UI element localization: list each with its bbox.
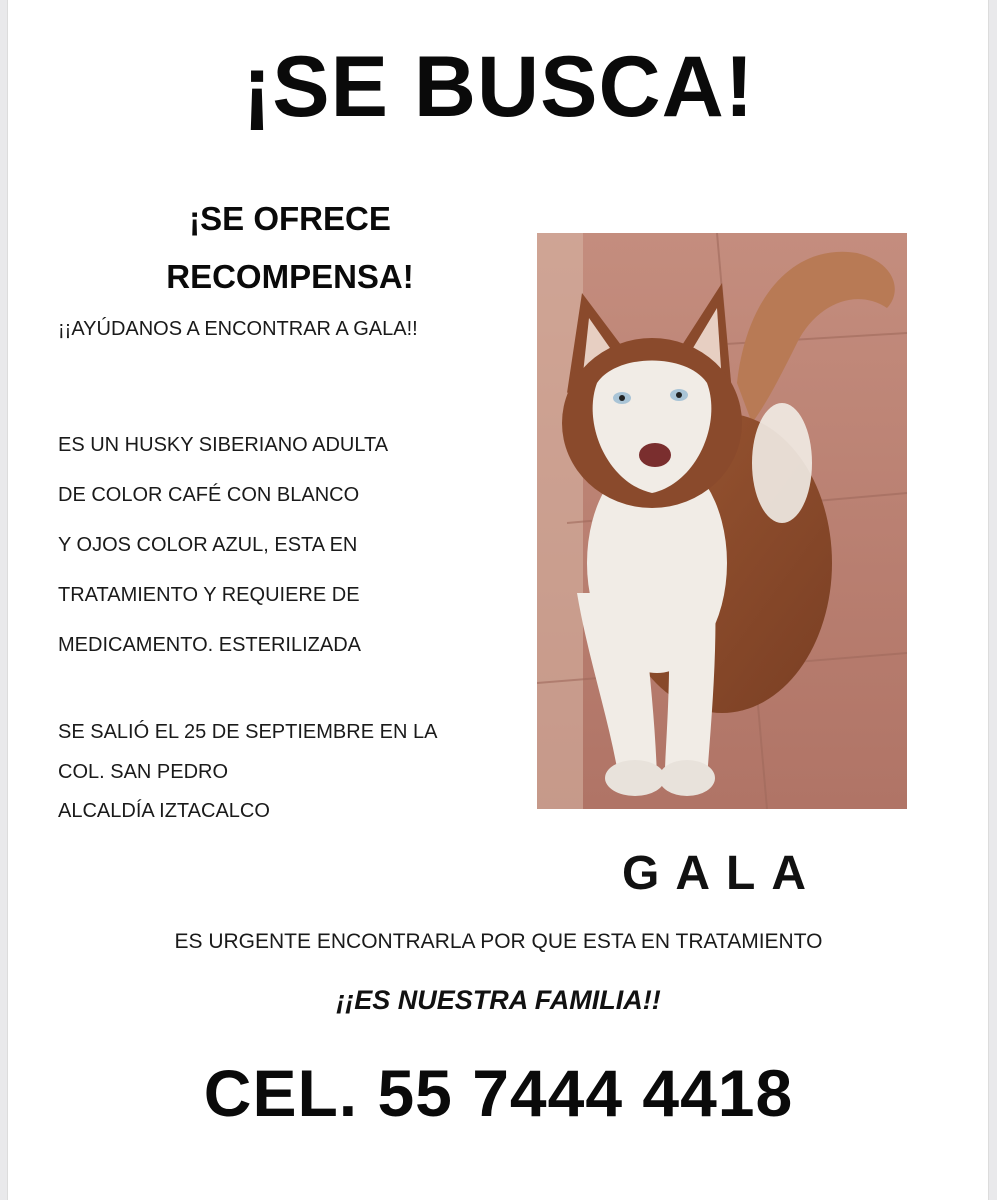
reward-heading xyxy=(120,190,460,306)
dog-name: GALA xyxy=(622,847,822,900)
lost-info xyxy=(58,712,437,792)
reward-line-1: ¡SE OFRECE xyxy=(189,200,391,237)
family-text: ¡¡ES NUESTRA FAMILIA!! xyxy=(336,985,661,1015)
dog-nose xyxy=(639,443,671,467)
description-line: Y OJOS COLOR AZUL, ESTA EN xyxy=(58,534,358,556)
urgent-text: ES URGENTE ENCONTRARLA POR QUE ESTA EN TRATAMIENTO xyxy=(174,930,823,953)
description-line: ES UN HUSKY SIBERIANO ADULTA xyxy=(58,434,389,456)
description-line: TRATAMIENTO Y REQUIERE DE xyxy=(58,584,360,606)
description-line: MEDICAMENTO. ESTERILIZADA xyxy=(58,634,362,656)
reward-line-2: RECOMPENSA! xyxy=(166,258,414,295)
dog-description xyxy=(58,420,388,670)
lost-neighborhood-line: COL. SAN PEDRO xyxy=(58,761,229,783)
phone-number: CEL. 55 7444 4418 xyxy=(203,1056,794,1130)
lost-borough-line: ALCALDÍA IZTACALCO xyxy=(58,800,270,822)
dog-right-leg xyxy=(665,593,715,778)
dog-photo xyxy=(537,233,907,809)
flyer-title: ¡SE BUSCA! xyxy=(242,39,755,135)
photo-wall-edge xyxy=(537,233,583,809)
help-text: ¡¡AYÚDANOS A ENCONTRAR A GALA!! xyxy=(58,318,418,340)
lost-date-line: SE SALIÓ EL 25 DE SEPTIEMBRE EN LA xyxy=(58,721,438,743)
description-line: DE COLOR CAFÉ CON BLANCO xyxy=(58,484,360,506)
